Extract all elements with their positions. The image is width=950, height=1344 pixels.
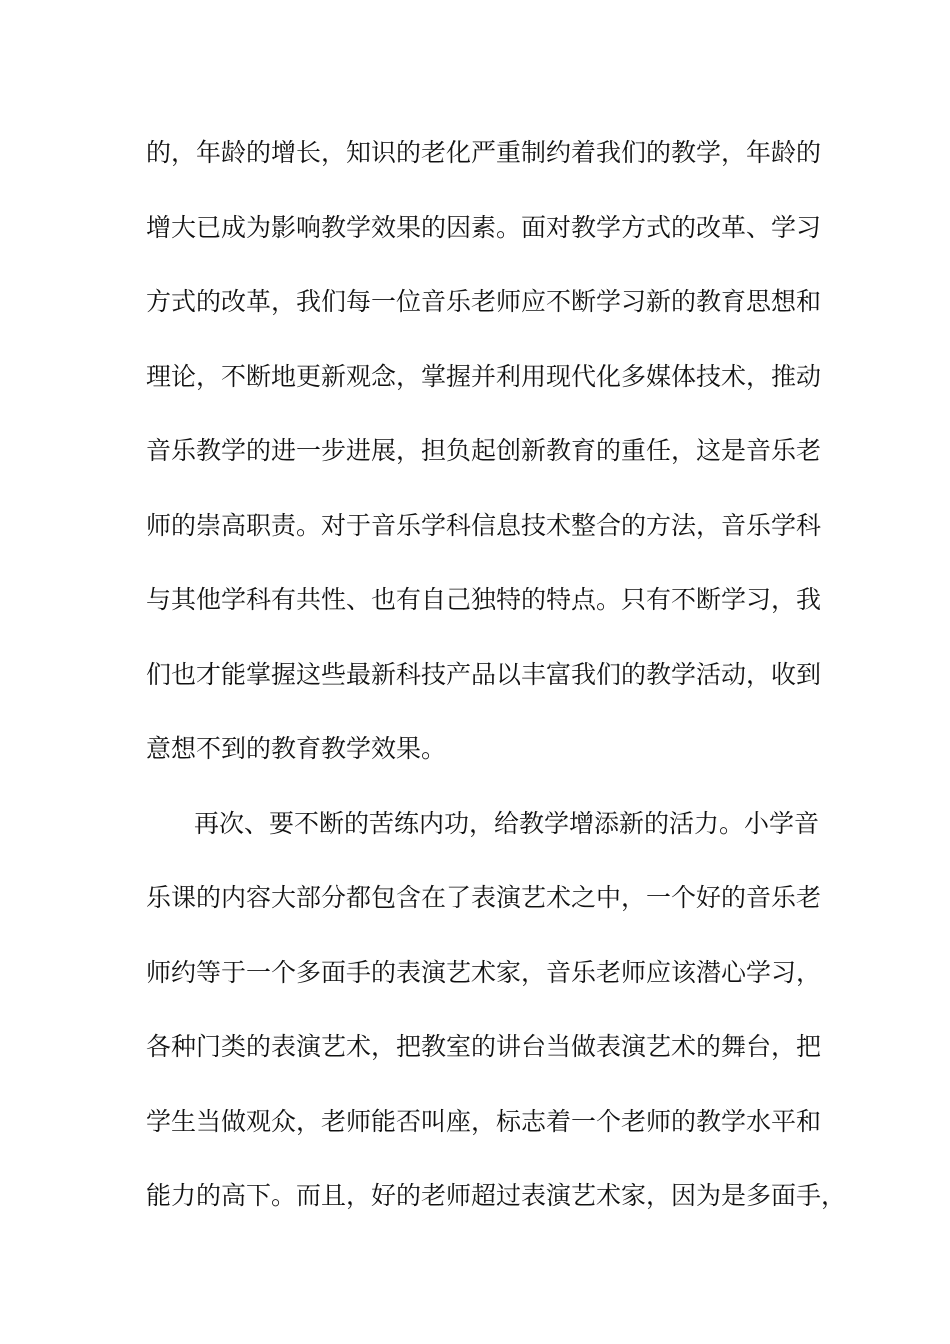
text-line: 意想不到的教育教学效果。 (146, 734, 447, 763)
text-line: 各种门类的表演艺术，把教室的讲台当做表演艺术的舞台，把 (146, 1032, 822, 1061)
text-line: 音乐教学的进一步进展，担负起创新教育的重任，这是音乐老 (146, 436, 822, 465)
text-line: 与其他学科有共性、也有自己独特的特点。只有不断学习，我 (146, 585, 822, 614)
text-line: 乐课的内容大部分都包含在了表演艺术之中，一个好的音乐老 (146, 883, 822, 912)
text-line: 的，年龄的增长，知识的老化严重制约着我们的教学，年龄的 (146, 138, 822, 167)
text-line: 增大已成为影响教学效果的因素。面对教学方式的改革、学习 (146, 212, 822, 242)
text-line: 理论，不断地更新观念，掌握并利用现代化多媒体技术，推动 (146, 361, 822, 391)
text-line: 师约等于一个多面手的表演艺术家，音乐老师应该潜心学习， (146, 957, 822, 987)
paragraph-start-line: 再次、要不断的苦练内功，给教学增添新的活力。小学音 (194, 808, 820, 838)
text-line: 能力的高下。而且，好的老师超过表演艺术家，因为是多面手， (146, 1181, 847, 1210)
text-line: 们也才能掌握这些最新科技产品以丰富我们的教学活动，收到 (146, 659, 822, 689)
text-line: 师的崇高职责。对于音乐学科信息技术整合的方法，音乐学科 (146, 510, 822, 540)
body-text (146, 133, 847, 1251)
text-line: 方式的改革，我们每一位音乐老师应不断学习新的教育思想和 (146, 287, 822, 316)
text-line: 学生当做观众，老师能否叫座，标志着一个老师的教学水平和 (146, 1106, 822, 1136)
